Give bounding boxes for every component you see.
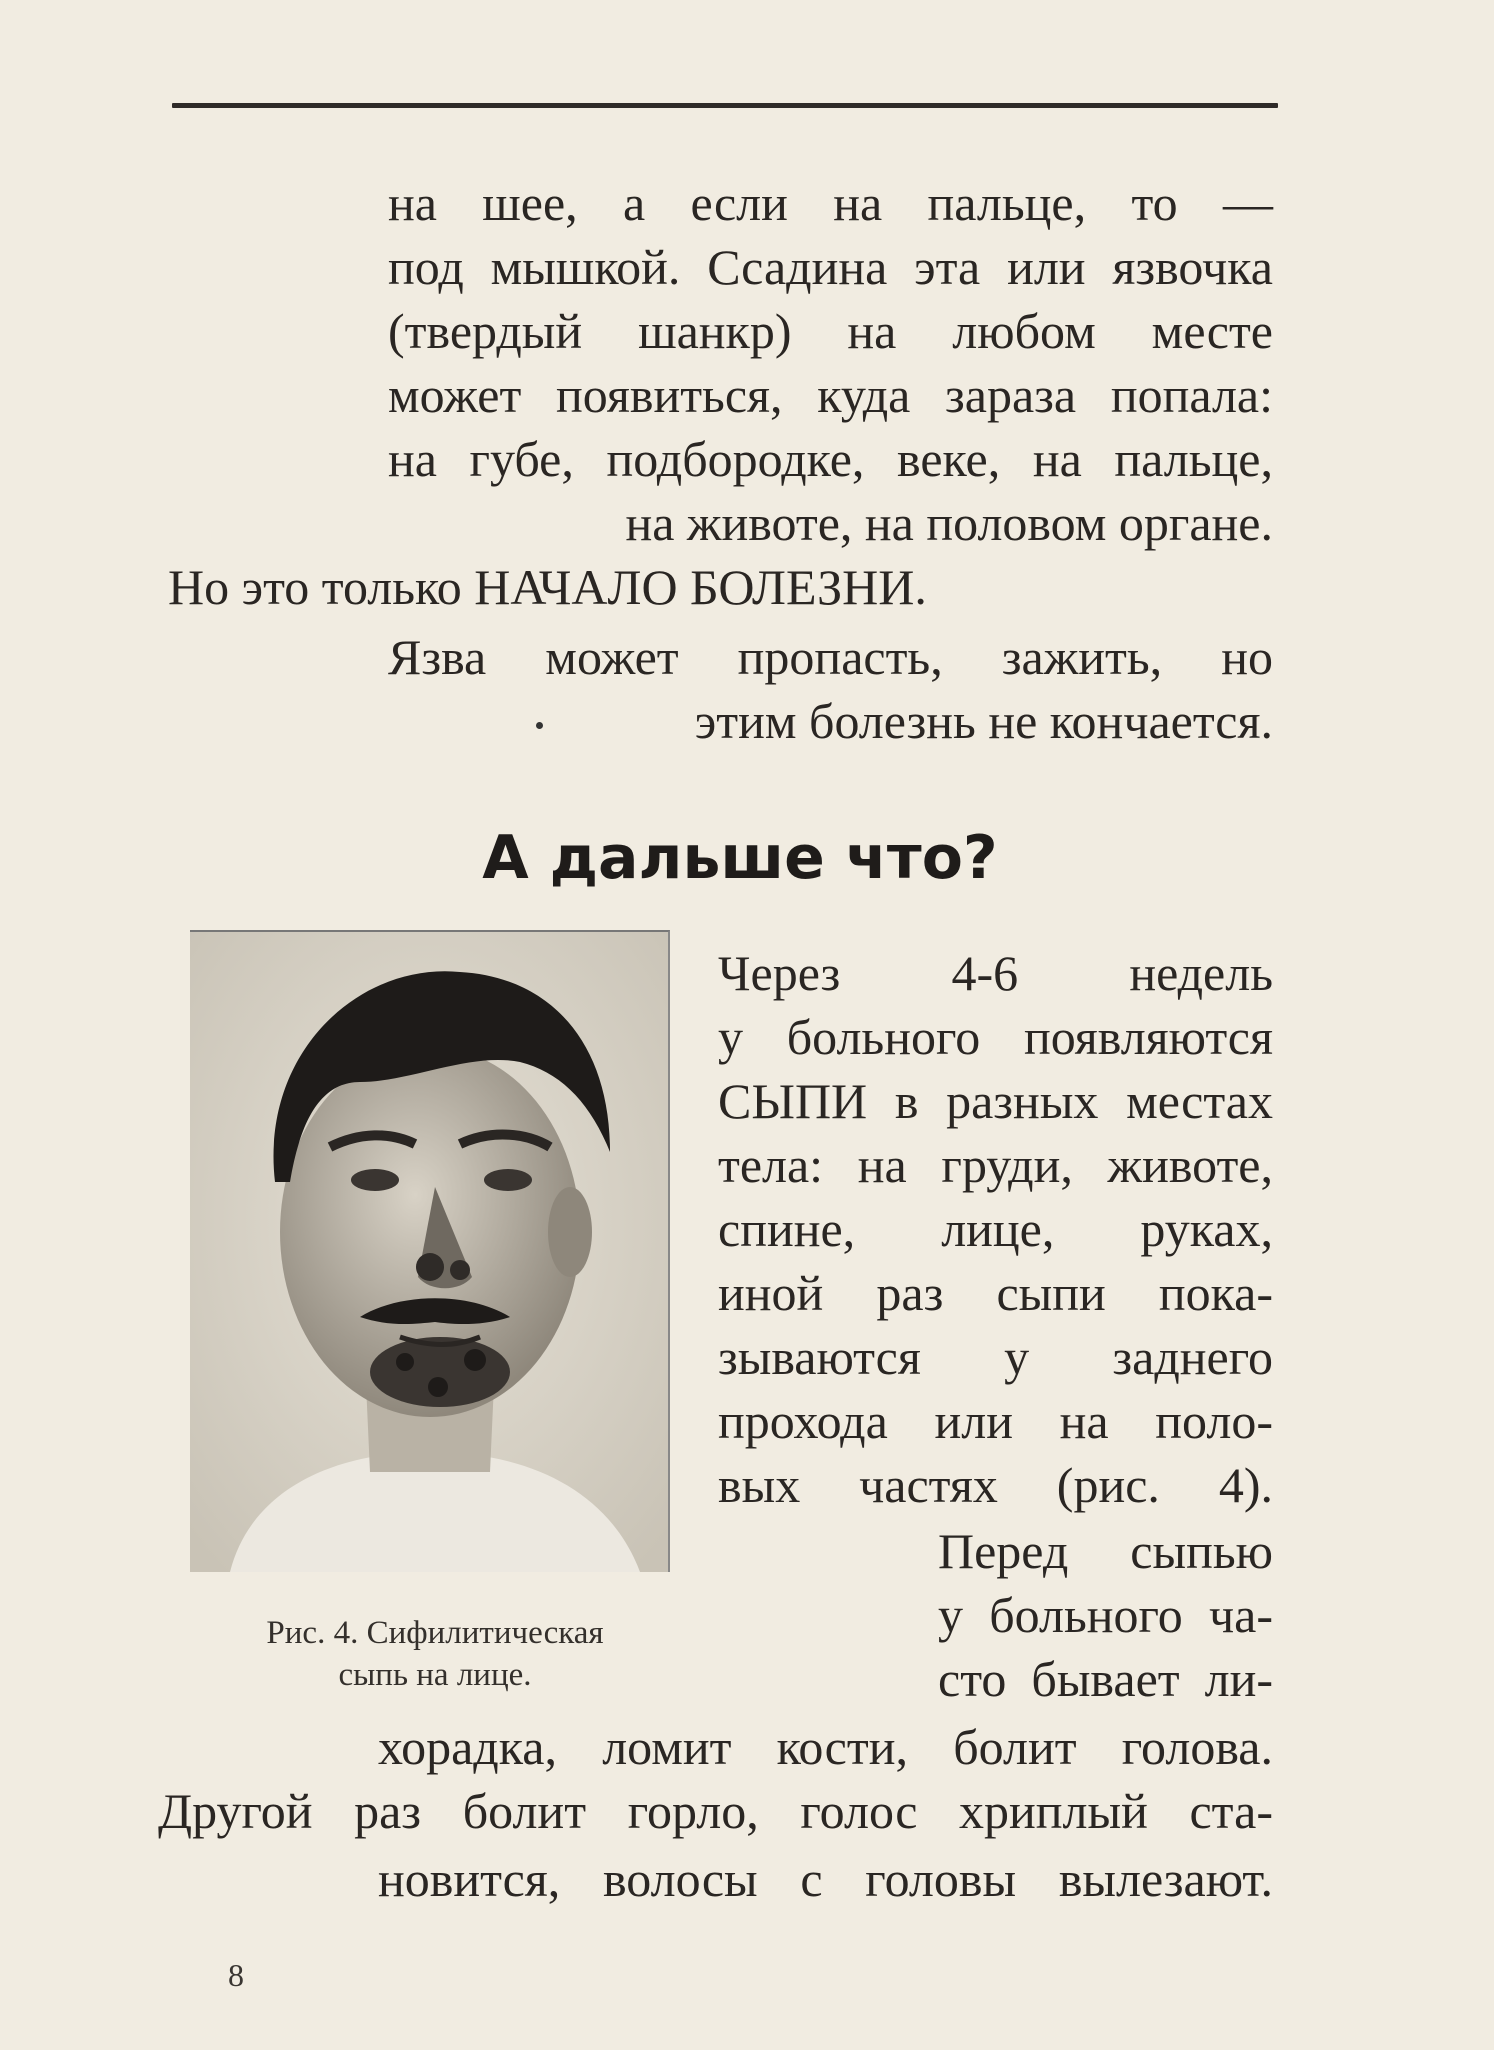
caption-line: Рис. 4. Сифилитическая: [266, 1615, 604, 1651]
text-line: спине, лице, руках,: [718, 1201, 1273, 1257]
header-rule: [172, 103, 1278, 108]
text-line: у больного появляются: [718, 1009, 1273, 1065]
figure-photo: [190, 930, 670, 1572]
text-line: тела: на груди, животе,: [718, 1137, 1273, 1193]
text-line: может появиться, куда зараза попала:: [388, 367, 1273, 423]
text-line: хорадка, ломит кости, болит голова.: [378, 1719, 1273, 1775]
text-line: на животе, на половом органе.: [625, 495, 1273, 551]
page-number: 8: [228, 1957, 244, 1993]
text-line: этим болезнь не кончается.: [694, 693, 1273, 749]
text-line: под мышкой. Ссадина эта или язвочка: [388, 239, 1273, 295]
text-line: вых частях (рис. 4).: [718, 1457, 1273, 1513]
section-heading: А дальше что?: [482, 823, 998, 893]
stray-dot: [536, 722, 543, 729]
text-line: зываются у заднего: [718, 1329, 1273, 1385]
text-line: сто бывает ли-: [938, 1651, 1273, 1707]
text-line: у больного ча-: [938, 1587, 1273, 1643]
text-line: Перед сыпью: [938, 1523, 1273, 1579]
text-line: иной раз сыпи пока-: [718, 1265, 1273, 1321]
text-line: (твердый шанкр) на любом месте: [388, 303, 1273, 359]
text-line-emphasis: Но это только НАЧАЛО БОЛЕЗНИ.: [168, 559, 927, 615]
portrait-illustration: [190, 932, 668, 1572]
text-line: Другой раз болит горло, голос хриплый ста-: [158, 1783, 1273, 1839]
caption-line: сыпь на лице.: [338, 1657, 532, 1693]
text-line: прохода или на поло-: [718, 1393, 1273, 1449]
text-line: на губе, подбородке, веке, на пальце,: [388, 431, 1273, 487]
text-line: СЫПИ в разных местах: [718, 1073, 1273, 1129]
text-line: Язва может пропасть, зажить, но: [388, 629, 1273, 685]
figure-caption: [190, 1612, 680, 1696]
text-line: на шее, а если на пальце, то —: [388, 175, 1273, 231]
text-line: Через 4-6 недель: [718, 945, 1273, 1001]
text-line: новится, волосы с головы вылезают.: [378, 1851, 1273, 1907]
